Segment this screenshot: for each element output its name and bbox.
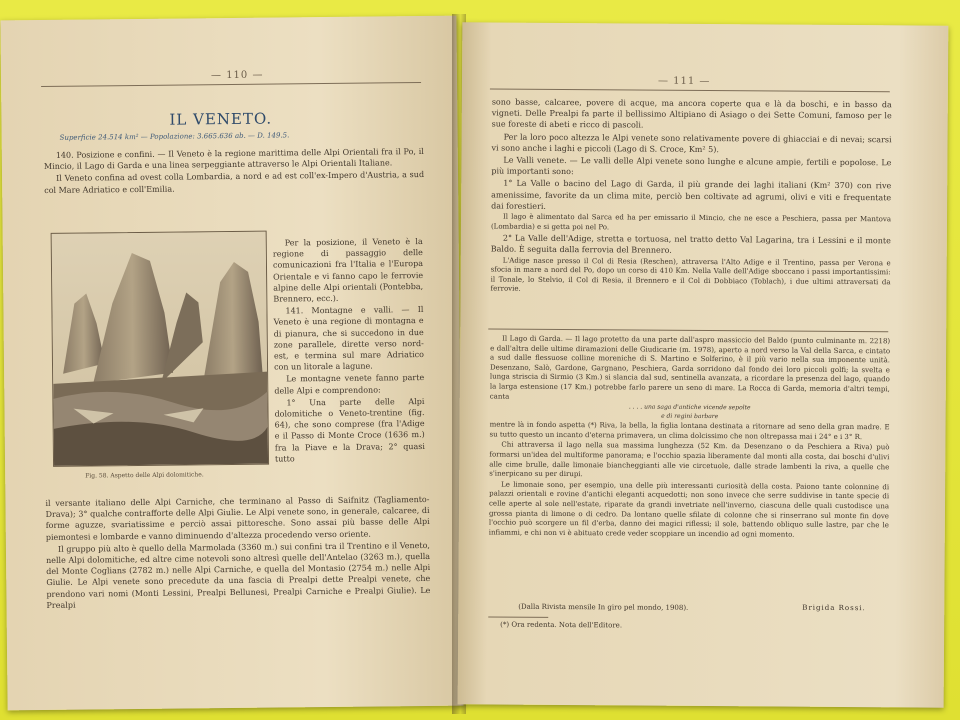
paragraph: 140. Posizione e confini. — Il Veneto è la regione marittima delle Alpi Orientali fra il Po, il Mincio, il Lago di Garda e una linea serpeggiante attraverso le Alpi Orientali Italiane. <box>43 146 424 172</box>
right-page <box>458 22 949 707</box>
full-width-text <box>45 494 430 612</box>
page-number-left: — 110 — <box>210 69 264 82</box>
paragraph: Chi attraversa il lago nella sua massima lunghezza (52 Km. da Desenzano o da Peschiera a Riva) può formarsi un'idea del multiforme panorama; e l'occhio spazia liberamente dal monti alla costa, dai boschi d'ulivi alle cime brulle, dalle limonaie biancheggianti alle vie circetuole, dalle strade lambenti la riva, a quelle che s'inerpicano su per dirupi. <box>489 440 890 479</box>
poem-line: e di regini barbare <box>661 412 719 421</box>
footnote: (*) Ora redenta. Nota dell'Editore. <box>500 620 623 630</box>
figure-caption: Fig. 58. Aspetto delle Alpi dolomitiche. <box>85 471 204 480</box>
valleys-text <box>490 97 891 299</box>
paragraph: Le limonaie sono, per esempio, una delle più interessanti curiosità della costa. Paiono tante colonnine di palazzi orientali e rovine d'antichi eleganti acquedotti; non sono invece che serre suddivise in tante specie di celle aperte al sole nell'estate, riparate da grandi invetriate nell'inverno, ciascuna delle quali custodisce una grossa pianta di limone o di cedro. Da lontano quelle sfilate di colonne che si rinserrano sul monte fin dove l'occhio può scorgere un fil d'erba, danno dei magici riflessi; il sole, battendo obliquo sulle lastre, par che le infiammi, e chi non vi è abituato crede veder scoppiare un incendio ad ogni momento. <box>488 480 890 539</box>
paragraph: Per la loro poco altezza le Alpi venete sono relativamente povere di ghiacciai e di nevai; scarsi vi sono anche i laghi e piccoli (Lago di S. Croce, Km² 5). <box>491 132 892 154</box>
paragraph: 1° La Valle o bacino del Lago di Garda, il più grande dei laghi italiani (Km² 370) con rive amenissime, favorite da un clima mite, perciò ben coltivate ad agrumi, olivi e viti e frequentate dai forestieri. <box>491 179 892 211</box>
paragraph: mentre là in fondo aspetta (*) Riva, la bella, la figlia lontana destinata a ritornare ad seno della gran madre. E su tutto questo un incanto d'eterna primavera, un clima dolcissimo che non oltrepassa mai i 24° e i 3° R. <box>489 420 890 441</box>
header-rule <box>41 82 421 87</box>
paragraph: sono basse, calcaree, povere di acque, ma ancora coperte qua e là da boschi, e in basso da vigneti. Delle Prealpi fa parte il bellissimo Altipiano di Asiago o dei Sette Comuni, famoso per le sue foreste di abeti e ricco di pascoli. <box>491 97 892 130</box>
paragraph: 1° Una parte delle Alpi dolomitiche o Veneto-trentine (fig. 64), che sono comprese (fra l'Adige e il Passo di Monte Croce (1636 m.) fra la Piave e la Drava; 2° quasi tutto <box>274 396 425 464</box>
chapter-title: IL VENETO. <box>169 109 273 129</box>
paragraph: L'Adige nasce presso il Col di Resia (Reschen), attraversa l'Alto Adige e il Trentino, passa per Verona e sfocia in mare a nord del Po, dopo un corso di 410 Km. Nella Valle dell'Adige sboccano i passi importantissimi: il Tonale, lo Stelvio, il Col di Resia, il Brennero e il Col di Dobbiaco (Toblach), i due ultimi attraversati da ferrovie. <box>490 256 891 294</box>
paragraph: Le Valli venete. — Le valli delle Alpi venete sono lunghe e alcune ampie, fertili e popolose. Le più importanti sono: <box>491 155 892 177</box>
garda-excerpt <box>489 335 890 542</box>
side-column-text <box>273 236 425 466</box>
paragraph: 2° La Valle dell'Adige, stretta e tortuosa, nel tratto detto Val Lagarina, tra i Lessini e il monte Baldo. È seguita dalla ferrovia del Brennero. <box>490 233 891 256</box>
paragraph: Le montagne venete fanno parte delle Alpi e comprendono: <box>274 373 425 396</box>
mountain-illustration <box>52 232 268 466</box>
paragraph: Il gruppo più alto è quello della Marmolada (3360 m.) sui confini tra il Trentino e il Veneto, nelle Alpi dolomitiche, ed altre cime notevoli sono altresì quelle dell'Antelao (3263 m.), quella del Monte Coglians (2782 m.) nelle Alpi Carniche, e quella del Montasio (2754 m.) nelle Alpi Giulie. Le Alpi venete sono precedute da una fascia di Prealpi dette Prealpi venete, che prendono vari nomi (Monti Lessini, Prealpi Bellunesi, Prealpi Carniche e Prealpi Giulie). Le Prealpi <box>46 540 431 610</box>
dolomites-photo <box>51 231 269 467</box>
page-number-right: — 111 — <box>657 75 711 88</box>
header-rule <box>490 89 890 93</box>
author-signature: Brigida Rossi. <box>802 603 866 613</box>
paragraph: Per la posizione, il Veneto è la regione di passaggio delle comunicazioni fra l'Italia e l'Europa Orientale e vi fanno capo le ferrovie alpine delle Alpi orientali (Pontebba, Brennero, ecc.). <box>272 236 424 304</box>
paragraph: Il Veneto confina ad ovest colla Lombardia, a nord e ad est coll'ex-Impero d'Austria, a sud col Mare Adriatico e coll'Emilia. <box>44 170 425 195</box>
poem-line: . . . . una saga d'antiche vicende sepolte <box>628 403 751 412</box>
section-rule <box>488 328 888 332</box>
paragraph: Il Lago di Garda. — Il lago protetto da una parte dall'aspro massiccio del Baldo (punto culminante m. 2218) e dall'altra delle ultime diramazioni delle Giudicarie (m. 1978), aperto a nord verso la Val della Sarca, e cintato a sud dalle flessuose colline moreniche di S. Martino e Solferino, è il più vario nella sua imponente unità. Desenzano, Salò, Gardone, Gargnano, Peschiera, Garda sorridono dal fondo dei loro piccoli golfi; la svelta e lunga striscia di Sirmio (3 Km.) si slancia dal sud, sentinella avanzata, a ricordare la presenza del lago, quando la larga estensione (17 Km.) potrebbe farlo parere un seno di mare. La Rocca di Garda, memoria d'altri tempi, canta <box>489 334 891 401</box>
footnote-rule <box>488 617 548 618</box>
paragraph: Il lago è alimentato dal Sarca ed ha per emissario il Mincio, che ne esce a Peschiera, passa per Mantova (Lombardia) e si getta poi nel Po. <box>490 212 892 231</box>
left-page <box>0 16 463 711</box>
source-citation: (Dalla Rivista mensile In giro pel mondo, 1908). <box>518 602 689 612</box>
paragraph: il versante italiano delle Alpi Carniche, che terminano al Passo di Saifnitz (Tagliamento-Drava); 3° qualche contrafforte delle Alpi Giulie. Le Alpi venete sono, in generale, calcaree, di forme aguzze, svariatissime e perciò assai pittoresche. Sono assai più basse delle Alpi piemontesi e lombarde e vanno diminuendo d'altezza procedendo verso oriente. <box>45 494 430 542</box>
chapter-subtitle: Superficie 24.514 km² — Popolazione: 3.665.636 ab. — D. 149.5. <box>59 131 290 142</box>
intro-text <box>44 146 424 197</box>
paragraph: 141. Montagne e valli. — Il Veneto è una regione di montagna e di pianura, che si succedono in due zone parallele, dirette verso nord-est, e termina sul mare Adriatico con un litorale a lagune. <box>273 305 424 372</box>
